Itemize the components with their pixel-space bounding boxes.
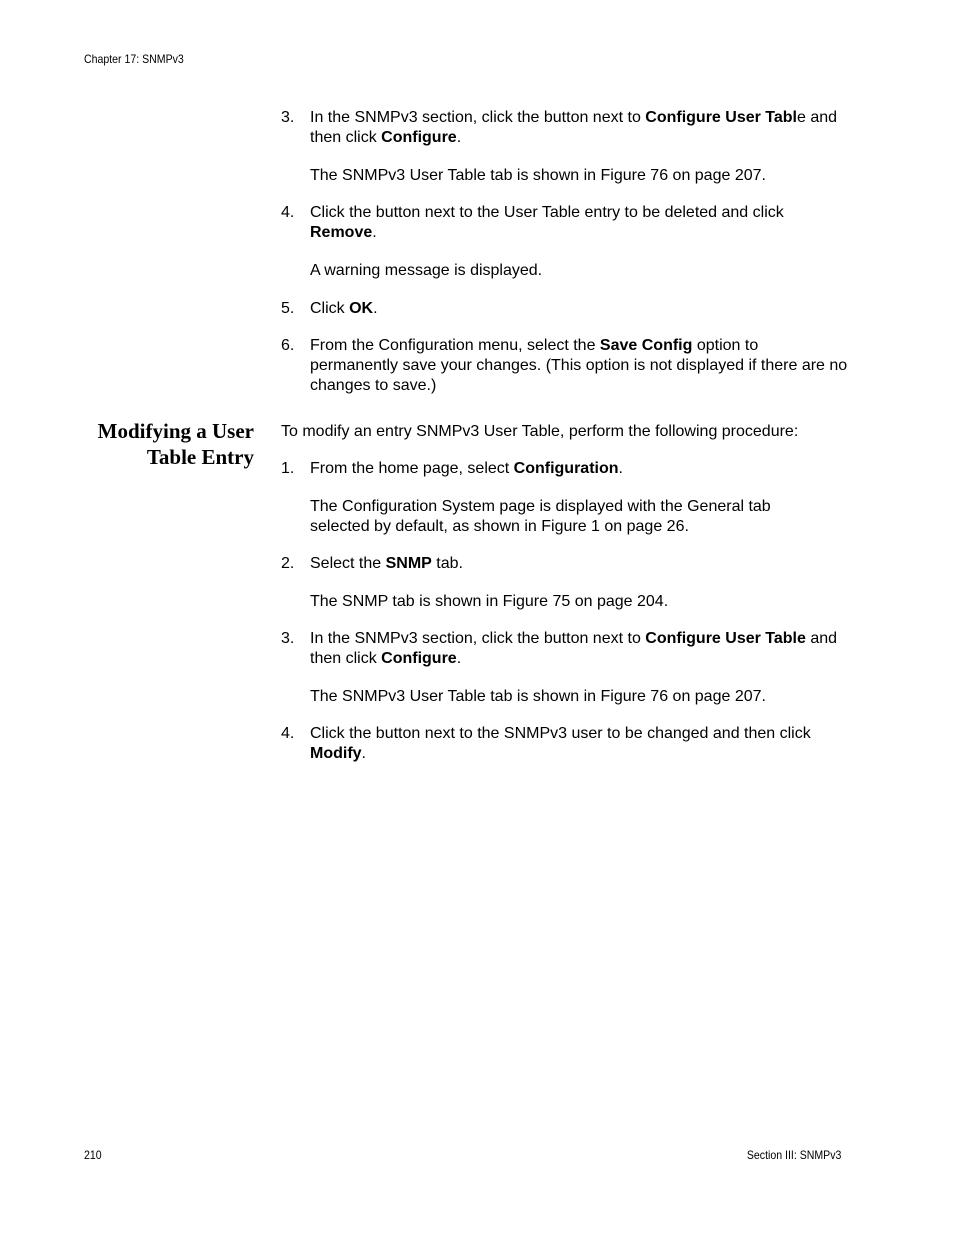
heading-line: Table Entry: [146, 445, 254, 469]
step-number: 4.: [281, 204, 295, 221]
step-number: 6.: [281, 337, 295, 354]
step-number: 5.: [281, 300, 295, 317]
bold-term: Configuration: [513, 460, 619, 477]
step-text-part: .: [373, 300, 378, 317]
step-number: 3.: [281, 630, 295, 647]
step-text-part: option to permanently save your changes. (This option is not displayed if there are no changes to save.): [310, 337, 848, 394]
page-number: 210: [84, 1148, 102, 1162]
step-number: 2.: [281, 555, 295, 572]
step-result: The SNMP tab is shown in Figure 75 on page 204.: [310, 593, 669, 610]
bold-term: OK: [349, 300, 374, 317]
step-text-part: Click the button next to the SNMPv3 user to be changed and then click: [310, 725, 811, 742]
top-steps: [281, 108, 851, 408]
step-text: [310, 629, 850, 669]
step-result: The Configuration System page is displayed with the General tab selected by default, as shown in Figure 1 on page 26.: [310, 498, 771, 535]
step-text-part: .: [618, 460, 623, 477]
step-result: The SNMPv3 User Table tab is shown in Figure 76 on page 207.: [310, 167, 766, 184]
step-text: [310, 554, 850, 574]
step-text: [310, 203, 850, 243]
bold-term: Remove: [310, 224, 373, 241]
step-text-part: .: [361, 745, 366, 762]
step-result: The SNMPv3 User Table tab is shown in Figure 76 on page 207.: [310, 688, 766, 705]
step-text: [310, 336, 850, 396]
bold-term: SNMP: [385, 555, 432, 572]
step-number: 4.: [281, 725, 295, 742]
step-text-part: From the home page, select: [310, 460, 514, 477]
bold-term: Configure: [381, 129, 457, 146]
step-text-part: e and then click: [310, 109, 838, 146]
step-result: A warning message is displayed.: [310, 262, 543, 279]
bold-term: Configure User Table: [645, 630, 806, 647]
bold-term: Configure User Tabl: [645, 109, 797, 126]
step-text-part: Select the: [310, 555, 386, 572]
step-text-part: Click: [310, 300, 350, 317]
step-text-part: tab.: [431, 555, 463, 572]
step-text-part: Click the button next to the User Table entry to be deleted and click: [310, 204, 784, 221]
step-text-part: From the Configuration menu, select the: [310, 337, 600, 354]
step-number: 1.: [281, 460, 295, 477]
step-text: [310, 108, 850, 148]
section-heading: [54, 418, 254, 470]
step-text: [310, 299, 850, 319]
bold-term: Save Config: [599, 337, 693, 354]
section-intro: To modify an entry SNMPv3 User Table, perform the following procedure:: [281, 423, 799, 440]
step-number: 3.: [281, 109, 295, 126]
step-text-part: .: [456, 129, 462, 146]
heading-line: Modifying a User: [97, 419, 254, 443]
step-text: [310, 724, 850, 764]
step-text-part: and then click: [310, 630, 838, 667]
section-body: [281, 422, 851, 782]
section-footer: Section III: SNMPv3: [746, 1148, 841, 1162]
chapter-header: Chapter 17: SNMPv3: [84, 52, 184, 66]
step-text: [310, 459, 850, 479]
bold-term: Modify: [310, 745, 362, 762]
step-text-part: In the SNMPv3 section, click the button next to: [310, 630, 646, 647]
step-text-part: .: [456, 650, 462, 667]
step-text-part: .: [372, 224, 377, 241]
bold-term: Configure: [381, 650, 457, 667]
step-text-part: In the SNMPv3 section, click the button next to: [310, 109, 646, 126]
